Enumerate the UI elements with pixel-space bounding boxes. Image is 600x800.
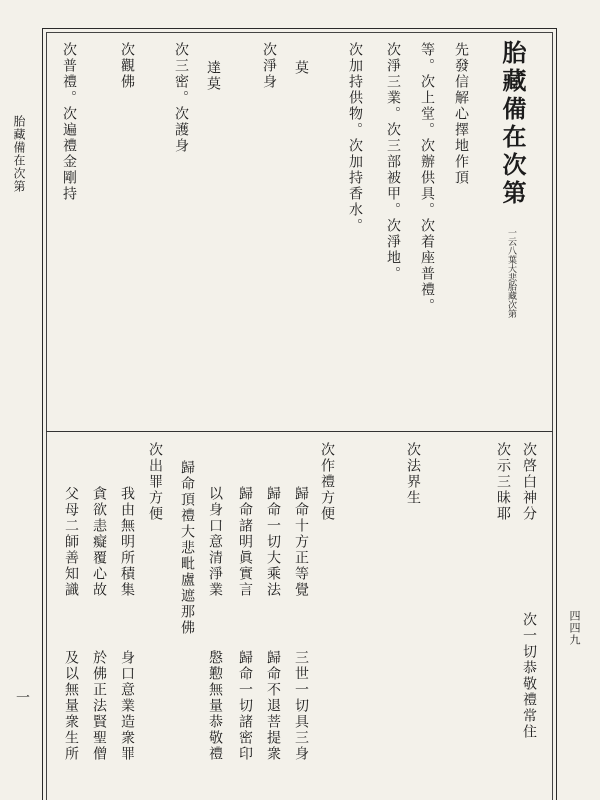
text-column-lower-12: 貪欲恚癡覆心故 (91, 486, 107, 598)
text-column-lower-11: 我由無明所積集 (119, 486, 135, 598)
text-column-upper-5: 莫 (293, 60, 309, 76)
main-subtitle: 一云八葉大悲胎藏次第 (506, 228, 516, 318)
text-column-lower-5: 歸命十方正等覺 (293, 486, 309, 598)
text-column-lower-13: 父母二師善知識 (63, 486, 79, 598)
text-column-lower-1: 次啓白神分 (521, 442, 537, 522)
text-column-upper-10: 次普禮。次遍禮金剛持 (61, 42, 77, 202)
text-column-lower-10: 次出罪方便 (147, 442, 163, 522)
text-column-lower-3: 次法界生 (405, 442, 421, 506)
text-column-upper-7: 達莫 (205, 60, 221, 92)
folio-number: 四四九 (568, 610, 581, 646)
text-column-lower-bottom-5: 慇懃無量恭敬禮 (207, 650, 223, 762)
margin-running-title: 胎藏備在次第 (12, 115, 26, 193)
text-column-upper-6: 次淨身 (261, 42, 277, 90)
text-column-lower-bottom-3: 歸命不退菩提衆 (265, 650, 281, 762)
text-column-lower-4: 次作禮方便 (319, 442, 335, 522)
text-column-upper-3: 次淨三業。次三部被甲。次淨地。 (385, 42, 401, 282)
text-column-lower-7: 歸命諸明眞實言 (237, 486, 253, 598)
text-column-upper-2: 等。次上堂。次辦供具。次着座普禮。 (419, 42, 435, 314)
text-column-lower-bottom-4: 歸命一切諸密印 (237, 650, 253, 762)
text-column-lower-bottom-8: 及以無量衆生所 (63, 650, 79, 762)
text-column-upper-9: 次觀佛 (119, 42, 135, 90)
text-column-lower-bottom-6: 身口意業造衆罪 (119, 650, 135, 762)
text-column-lower-bottom-7: 於佛正法賢聖僧 (91, 650, 107, 762)
section-divider (46, 431, 553, 432)
text-column-lower-2: 次示三昧耶 (495, 442, 511, 522)
text-column-lower-9: 歸命頂禮大悲毗盧遮那佛 (179, 460, 195, 636)
text-column-lower-8: 以身口意清淨業 (207, 486, 223, 598)
margin-page-mark: 一 (14, 690, 30, 704)
main-title: 胎藏備在次第 (498, 40, 527, 208)
text-column-lower-bottom-1: 次一切恭敬禮常住 (521, 612, 537, 740)
text-column-upper-4: 次加持供物。次加持香水。 (347, 42, 363, 234)
text-column-lower-bottom-2: 三世一切具三身 (293, 650, 309, 762)
text-column-lower-6: 歸命一切大乘法 (265, 486, 281, 598)
text-column-upper-1: 先發信解心擇地作頂 (453, 42, 469, 186)
text-column-upper-8: 次三密。次護身 (173, 42, 189, 154)
